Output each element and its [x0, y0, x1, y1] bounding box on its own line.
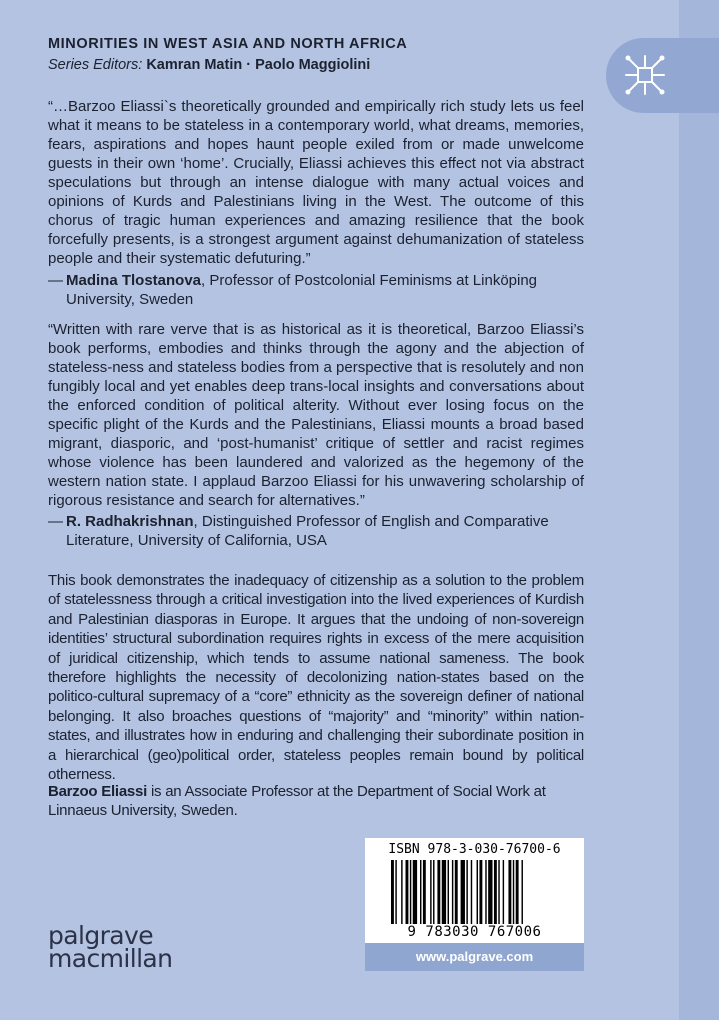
- endorser-name: R. Radhakrishnan: [66, 513, 194, 530]
- series-badge: [606, 38, 719, 113]
- endorser-affiliation-cont: University, Sweden: [66, 291, 194, 308]
- palgrave-network-logo-icon: [620, 50, 670, 100]
- endorsement-quote-2: “Written with rare verve that is as historical as it is theoretical, Barzoo Eliassi’s book performs, embodies and thinks through the agony and the abjection of stateless-ness and stateless bodies from a perspective that is resolutely and non fungibly local and yet enables deep trans-local insights and conversations about the enforced condition of political alterity. Without ever losing focus on the specific plight of the Kurds and the Palestinians, Eliassi mounts a broad based migrant, diasporic, and ‘post-humanist’ critique of settler and racist regimes whose violence has been laundered and valorized as the hegemony of the western nation state. I applaud Barzoo Eliassi for his unwavering scholarship of rigorous resistance and search for alternatives.”: [48, 321, 584, 509]
- endorser-name: Madina Tlostanova: [66, 272, 202, 289]
- attribution-dash: —: [48, 272, 63, 289]
- publisher-logo-line1: palgrave: [48, 921, 153, 950]
- endorsement-quote-1: “…Barzoo Eliassi`s theoretically grounded and empirically rich study lets us feel what it means to be stateless in a contemporary world, what dreams, memories, fears, aspirations and hopes haunt people exiled from or made unwelcome guests in their own ‘home’. Crucially, Eliassi achieves this effect not via abstract speculations but through an intense dialogue with many actual voices and opinions of Kurds and Palestinians living in the West. The outcome of this chorus of tragic human experiences and amazing resilience that the book forcefully presents, is a strongest argument against dehumanization of stateless people and their systematic defuturing.”: [48, 98, 584, 267]
- spine-strip: [679, 0, 719, 1020]
- isbn-barcode: [365, 838, 584, 943]
- publisher-logo-line2: macmillan: [48, 944, 173, 973]
- series-title: MINORITIES IN WEST ASIA AND NORTH AFRICA: [48, 36, 408, 52]
- publisher-logo: [48, 921, 173, 973]
- endorser-affiliation: , Distinguished Professor of English and Comparative: [193, 513, 549, 530]
- book-description: This book demonstrates the inadequacy of citizenship as a solution to the problem of statelessness through a critical investigation into the lived experiences of Kurdish and Palestinian diasporas in Europe. It argues that the undoing of non-sovereign identities’ structural subordination requires rights in excess of the mere acquisition of juridical citizenship, which tends to assume national sameness. The book therefore highlights the necessity of decolonizing nation-states based on the politico-cultural supremacy of a “core” ethnicity as the sovereign definer of national belonging. It also broaches questions of “majority” and “minority” within nation-states, and illustrates how in enduring and challenging their subordinate position in a hierarchical (geo)political order, stateless peoples remain bound by political otherness.: [48, 572, 584, 784]
- publisher-url[interactable]: www.palgrave.com: [365, 943, 584, 971]
- series-editors: [48, 57, 370, 73]
- barcode-bars: [391, 860, 558, 924]
- endorsement-attribution-1: [48, 271, 608, 309]
- endorser-affiliation-cont: Literature, University of California, USA: [66, 532, 327, 549]
- attribution-dash: —: [48, 513, 63, 530]
- series-editors-label: Series Editors:: [48, 57, 143, 73]
- ean-digits: 9 783030 767006: [407, 924, 542, 940]
- series-editors-names: Kamran Matin · Paolo Maggiolini: [146, 57, 371, 73]
- author-bio-text: is an Associate Professor at the Department of Social Work at Linnaeus University, Sweden.: [48, 783, 546, 820]
- author-bio: [48, 782, 588, 821]
- isbn-number: ISBN 978-3-030-76700-6: [388, 842, 561, 857]
- author-name: Barzoo Eliassi: [48, 783, 148, 800]
- endorser-affiliation: , Professor of Postcolonial Feminisms at Linköping: [201, 272, 538, 289]
- endorsement-attribution-2: [48, 512, 608, 550]
